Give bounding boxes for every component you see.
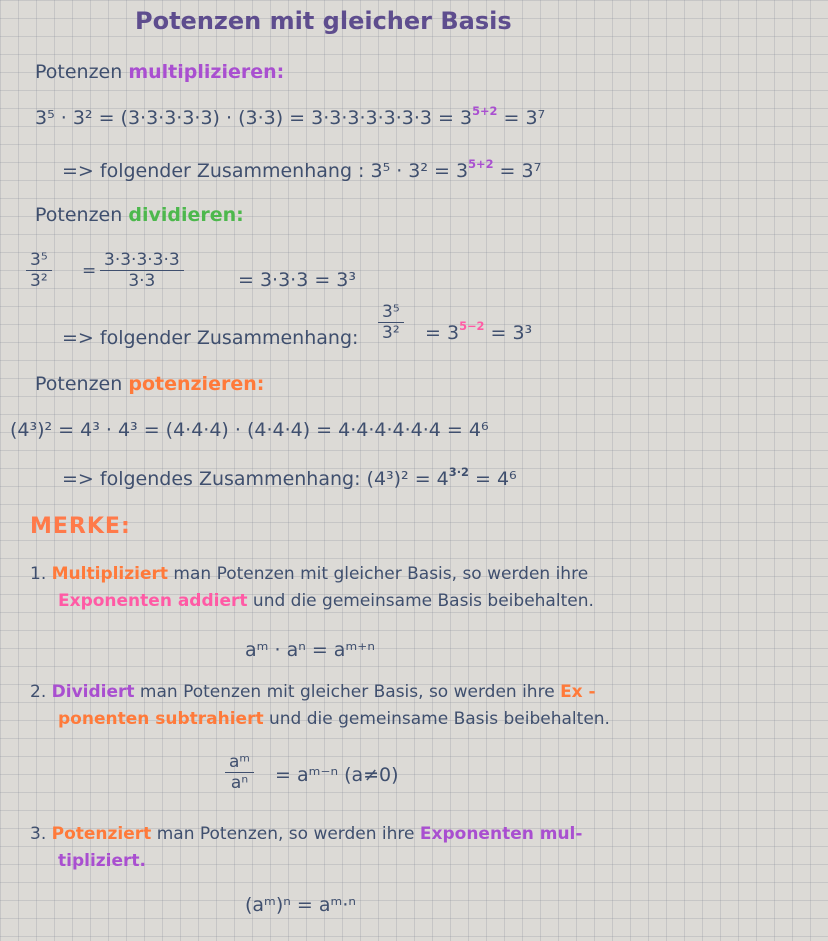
divide-conclusion-exp: 5−2: [459, 319, 485, 333]
multiply-conclusion-label: => folgender Zusammenhang :: [62, 160, 371, 183]
power-conclusion-formula: (4³)² = 4: [366, 468, 449, 491]
multiply-heading: [35, 62, 284, 83]
power-heading: [35, 374, 264, 395]
rule-1-number: 1.: [30, 564, 47, 584]
multiply-conclusion-formula: 3⁵ · 3² = 3: [370, 160, 469, 183]
power-equation: (4³)² = 4³ · 4³ = (4·4·4) · (4·4·4) = 4·4·4·4·4·4 = 4⁶: [10, 419, 489, 441]
divide-fraction-3-den: 3²: [382, 323, 400, 343]
divide-heading-prefix: Potenzen: [35, 204, 129, 226]
rule-1-text-2: und die gemeinsame Basis beibehalten.: [247, 591, 594, 611]
rule-1-highlight: Multipliziert: [51, 564, 169, 584]
divide-fraction-3-num: 3⁵: [378, 302, 404, 323]
divide-fraction-2: [100, 250, 184, 291]
page-title: Potenzen mit gleicher Basis: [135, 7, 512, 35]
divide-result: = 3·3·3 = 3³: [238, 269, 357, 291]
rule-2-fraction: [225, 752, 254, 793]
divide-conclusion: [425, 320, 532, 344]
divide-conclusion-result: = 3³: [484, 322, 533, 345]
divide-equals-1: =: [82, 261, 97, 281]
rule-2-line-2: [58, 710, 610, 729]
divide-fraction-1: [26, 250, 52, 291]
divide-fraction-3: [378, 302, 404, 343]
rule-3-highlight: Potenziert: [51, 824, 152, 844]
power-heading-highlight: potenzieren:: [128, 373, 265, 395]
rule-2-text: man Potenzen mit gleicher Basis, so werden ihre: [134, 682, 561, 702]
rule-2-highlight: Dividiert: [51, 682, 135, 702]
divide-heading-highlight: dividieren:: [128, 204, 244, 226]
divide-fraction-2-den: 3·3: [128, 271, 156, 291]
merke-heading: MERKE:: [30, 514, 131, 539]
divide-fraction-1-den: 3²: [30, 271, 48, 291]
power-conclusion: [62, 466, 517, 490]
power-conclusion-exp: 3·2: [448, 465, 469, 479]
multiply-heading-highlight: multiplizieren:: [128, 61, 285, 83]
multiply-conclusion: [62, 158, 541, 182]
rule-2-highlight-end: Ex -: [560, 682, 596, 702]
rule-2-number: 2.: [30, 682, 47, 702]
rule-2-fraction-num: aᵐ: [225, 752, 254, 773]
rule-3-number: 3.: [30, 824, 47, 844]
rule-2-highlight-2: ponenten subtrahiert: [58, 709, 264, 729]
rule-1-text: man Potenzen mit gleicher Basis, so werden ihre: [168, 564, 589, 584]
rule-1-line-1: [30, 565, 588, 584]
multiply-equation-main: 3⁵ · 3² = (3·3·3·3·3) · (3·3) = 3·3·3·3·3·3·3 = 3: [35, 107, 473, 130]
rule-3-text: man Potenzen, so werden ihre: [151, 824, 420, 844]
rule-2-line-1: [30, 683, 596, 702]
rule-3-formula: (aᵐ)ⁿ = aᵐ·ⁿ: [245, 894, 356, 916]
rule-2-fraction-den: aⁿ: [230, 773, 249, 793]
multiply-conclusion-result: = 3⁷: [493, 160, 542, 183]
divide-conclusion-label: => folgender Zusammenhang:: [62, 327, 359, 349]
multiply-equation: [35, 105, 545, 129]
multiply-conclusion-exp: 5+2: [468, 157, 494, 171]
rule-3-highlight-2: tipliziert.: [58, 851, 146, 871]
rule-2-text-2: und die gemeinsame Basis beibehalten.: [263, 709, 610, 729]
rule-1-highlight-2: Exponenten addiert: [58, 591, 248, 611]
rule-1-line-2: [58, 592, 594, 611]
divide-fraction-2-num: 3·3·3·3·3: [100, 250, 184, 271]
multiply-exp-sum: 5+2: [472, 104, 498, 118]
divide-fraction-1-num: 3⁵: [26, 250, 52, 271]
multiply-heading-prefix: Potenzen: [35, 61, 129, 83]
divide-heading: [35, 205, 244, 226]
rule-3-line-1: [30, 825, 582, 844]
multiply-equation-result: = 3⁷: [497, 107, 546, 130]
rule-3-highlight-end: Exponenten mul-: [419, 824, 583, 844]
rule-3-line-2: [58, 852, 146, 871]
power-conclusion-result: = 4⁶: [468, 468, 517, 491]
divide-conclusion-formula: = 3: [425, 322, 460, 345]
rule-1-formula: aᵐ · aⁿ = aᵐ⁺ⁿ: [245, 639, 375, 661]
power-heading-prefix: Potenzen: [35, 373, 129, 395]
rule-2-formula: = aᵐ⁻ⁿ (a≠0): [275, 764, 399, 786]
power-conclusion-label: => folgendes Zusammenhang:: [62, 468, 367, 491]
